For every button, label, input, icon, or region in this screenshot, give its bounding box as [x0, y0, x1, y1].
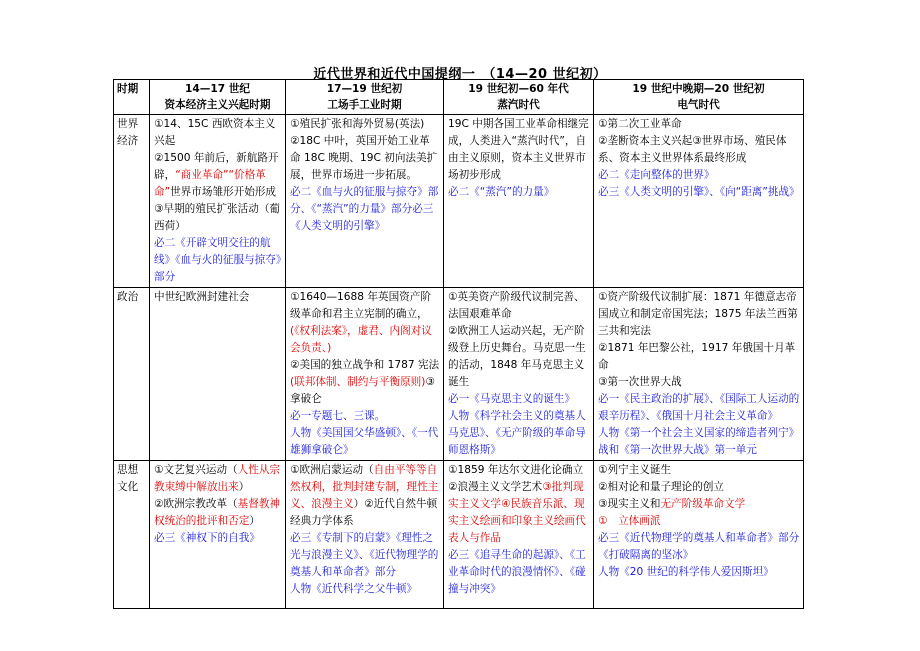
row-label: 思想文化 — [114, 461, 150, 609]
table-cell — [594, 288, 804, 461]
header-col-2-range: 17—19 世纪初 — [326, 83, 403, 95]
reference-text: 必三《神权下的自我》 — [154, 532, 260, 544]
cell-text: ）②近代自然牛顿经典力学体系 — [290, 498, 438, 527]
highlight-text: 无产阶级革命文学 — [660, 498, 746, 510]
cell-text: ） — [238, 481, 250, 493]
cell-line — [154, 150, 282, 235]
highlight-text: ① 立体画派 — [598, 515, 661, 527]
row-label: 政治 — [114, 288, 150, 461]
cell-text: ②相对论和量子理论的创立 — [598, 481, 725, 493]
header-col-4-name: 电气时代 — [677, 99, 720, 111]
header-col-3-name: 蒸汽时代 — [497, 99, 540, 111]
cell-line — [154, 496, 282, 530]
cell-line — [598, 116, 800, 133]
cell-line — [598, 184, 800, 201]
table-cell — [444, 461, 594, 609]
row-label: 世界经济 — [114, 115, 150, 288]
cell-line — [154, 462, 282, 496]
table-cell — [150, 461, 286, 609]
cell-line — [598, 289, 800, 340]
cell-line — [290, 408, 440, 425]
cell-text: ②欧洲工人运动兴起，无产阶级登上历史舞台。马克思一生的活动，1848 年马克思主义诞生 — [448, 325, 586, 388]
table-cell — [594, 461, 804, 609]
cell-line — [598, 340, 800, 374]
reference-text: 人物《近代科学之父牛顿》 — [290, 583, 418, 595]
reference-text: 必二《“蒸汽”的力量》 — [448, 186, 555, 198]
table-cell — [150, 288, 286, 461]
cell-line — [448, 408, 590, 459]
header-col-4-range: 19 世纪中晚期—20 世纪初 — [632, 83, 765, 95]
header-row — [114, 80, 804, 115]
table-cell — [150, 115, 286, 288]
cell-line — [290, 133, 440, 184]
cell-line — [448, 547, 590, 598]
cell-text: ②欧洲宗教改革（ — [154, 498, 238, 510]
cell-line — [448, 391, 590, 408]
cell-line — [448, 323, 590, 391]
highlight-text: (《权利法案》，虚君、内阁对议会负责、) — [290, 325, 432, 354]
cell-line — [290, 184, 440, 235]
table-cell — [444, 288, 594, 461]
table-cell — [286, 115, 444, 288]
cell-text: ①列宁主义诞生 — [598, 464, 672, 476]
cell-text: ②1871 年巴黎公社，1917 年俄国十月革命 — [598, 342, 796, 371]
reference-text: 人物《20 世纪的科学伟人爱因斯坦》 — [598, 566, 774, 578]
cell-text: ①1640—1688 年英国资产阶级革命和君主立宪制的确立， — [290, 291, 431, 320]
cell-line — [598, 547, 800, 564]
cell-text: ③第一次世界大战 — [598, 376, 682, 388]
cell-text: ②美国的独立战争和 1787 宪法 — [290, 359, 440, 371]
cell-text: ③现实主义和 — [598, 498, 661, 510]
header-col-4 — [594, 80, 804, 115]
cell-text: 世界市场雏形开始形成③早期的殖民扩张活动（葡西荷） — [154, 186, 281, 232]
reference-text: 必三《专制下的启蒙》《理性之光与浪漫主义》、《近代物理学的奠基人和革命者》部分 — [290, 532, 439, 578]
reference-text: 必二《血与火的征服与掠夺》部分、《“蒸汽”的力量》部分必三《人类文明的引擎》 — [290, 186, 439, 232]
header-col-2 — [286, 80, 444, 115]
cell-text: ②1500 年前后，新航路开辟， — [154, 152, 279, 181]
cell-line — [448, 116, 590, 184]
highlight-text: “商业革命”“价格革命” — [154, 169, 266, 198]
cell-line — [598, 513, 800, 530]
cell-line — [598, 425, 800, 459]
cell-line — [154, 116, 282, 150]
header-col-1 — [150, 80, 286, 115]
cell-line — [154, 530, 282, 547]
page-title: 近代世界和近代中国提纲一 （14—20 世纪初） — [313, 67, 607, 82]
cell-line — [290, 116, 440, 133]
reference-text: 必二《开辟文明交往的航线》《血与火的征服与掠夺》部分 — [154, 237, 282, 283]
cell-line — [290, 462, 440, 530]
cell-line — [598, 462, 800, 479]
cell-text: ①殖民扩张和海外贸易(英法) — [290, 118, 425, 130]
cell-line — [598, 530, 800, 547]
cell-text: ②18C 中叶，英国开始工业革命 18C 晚期、19C 初向法美扩展，世界市场进一步拓展。 — [290, 135, 438, 181]
reference-text: 人物《科学社会主义的奠基人马克思》、《无产阶级的革命导师恩格斯》 — [448, 410, 586, 456]
reference-text: 必三《人类文明的引擎》、《向“距离”挑战》 — [598, 186, 800, 198]
cell-text: 19C 中期各国工业革命相继完成，人类进入“蒸汽时代”，自由主义原则，资本主义世界市场初步形成 — [448, 118, 589, 181]
table-body — [114, 115, 804, 609]
table-cell — [594, 115, 804, 288]
reference-text: 必三《追寻生命的起源》、《工业革命时代的浪漫情怀》、《碰撞与冲突》 — [448, 549, 586, 595]
cell-line — [598, 391, 800, 425]
cell-line — [598, 374, 800, 391]
reference-text: 人物《第一个社会主义国家的缔造者列宁》 — [598, 427, 800, 439]
header-col-3 — [444, 80, 594, 115]
cell-text: ①14、15C 西欧资本主义兴起 — [154, 118, 276, 147]
cell-text: ） — [249, 515, 260, 527]
cell-line — [154, 289, 282, 306]
table-row — [114, 461, 804, 609]
cell-line — [290, 289, 440, 357]
reference-text: 人物《美国国父华盛顿》、《一代雄狮拿破仑》 — [290, 427, 439, 456]
table-cell — [286, 288, 444, 461]
reference-text: 必二《走向整体的世界》 — [598, 169, 715, 181]
cell-line — [290, 357, 440, 408]
table-row — [114, 288, 804, 461]
cell-text: ③拿破仑 — [290, 376, 435, 405]
header-col-1-name: 资本经济主义兴起时期 — [164, 99, 271, 111]
header-col-3-range: 19 世纪初—60 年代 — [468, 83, 569, 95]
reference-text: 必一《民主政治的扩展》、《国际工人运动的艰辛历程》、《俄国十月社会主义革命》 — [598, 393, 800, 422]
cell-line — [448, 462, 590, 547]
cell-text: ①第二次工业革命 — [598, 118, 682, 130]
header-period: 时期 — [114, 80, 150, 115]
cell-text: ①资产阶级代议制扩展：1871 年德意志帝国成立和制定帝国宪法；1875 年法兰西第三共和宪法 — [598, 291, 798, 337]
header-col-1-range: 14—17 世纪 — [185, 83, 250, 95]
cell-line — [290, 581, 440, 598]
cell-text: ①1859 年达尔文进化论确立②浪漫主义文学艺术 — [448, 464, 584, 493]
reference-text: 必一专题七、三课。 — [290, 410, 386, 422]
reference-text: 必一《马克思主义的诞生》 — [448, 393, 576, 405]
highlight-text: 基督教神权统治的批评和否定 — [154, 498, 281, 527]
cell-line — [598, 133, 800, 167]
highlight-text: 人性从宗教束缚中解放出来 — [154, 464, 281, 493]
outline-table — [113, 79, 804, 609]
cell-text: ②垄断资本主义兴起③世界市场、殖民体系、资本主义世界体系最终形成 — [598, 135, 787, 164]
cell-text: ①欧洲启蒙运动（ — [290, 464, 374, 476]
highlight-text: (联邦体制、制约与平衡原则) — [290, 376, 426, 388]
table-cell — [444, 115, 594, 288]
cell-line — [290, 530, 440, 581]
cell-line — [448, 289, 590, 323]
cell-line — [290, 425, 440, 459]
header-col-2-name: 工场手工业时期 — [327, 99, 402, 111]
cell-text: ①英美资产阶级代议制完善、法国艰难革命 — [448, 291, 585, 320]
reference-text: 《打破隔离的坚冰》 — [598, 549, 694, 561]
reference-text: 必三《近代物理学的奠基人和革命者》部分 — [598, 532, 800, 544]
highlight-text: 自由平等等自然权利，批判封建专制，理性主义、浪漫主义 — [290, 464, 439, 510]
table-cell — [286, 461, 444, 609]
highlight-text: ③批判现实主义文学④民族音乐派、现实主义绘画和印象主义绘画代表人与作品 — [448, 481, 586, 544]
cell-text: ①文艺复兴运动（ — [154, 464, 238, 476]
cell-line — [598, 479, 800, 496]
cell-line — [154, 235, 282, 286]
cell-line — [598, 496, 800, 513]
cell-line — [448, 184, 590, 201]
cell-text: 中世纪欧洲封建社会 — [154, 291, 250, 303]
cell-line — [598, 167, 800, 184]
reference-text: 战和《第一次世界大战》第一单元 — [598, 444, 757, 456]
cell-line — [598, 564, 800, 581]
table-row — [114, 115, 804, 288]
